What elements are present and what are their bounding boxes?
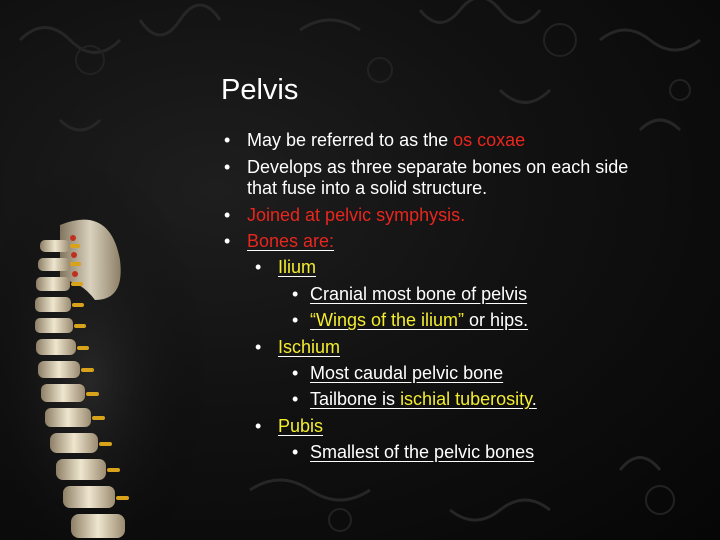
wings-of-ilium-term: “Wings of the ilium”: [310, 310, 465, 330]
bullet-dot: •: [292, 442, 299, 462]
bullet-os-coxae: [247, 129, 525, 151]
bullet-dot: •: [292, 284, 299, 304]
ischium-detail-2-post: .: [531, 389, 537, 409]
bullet-develops-line2: that fuse into a solid structure.: [247, 178, 488, 198]
os-coxae-term: os coxae: [453, 130, 526, 150]
ilium-detail-2: [310, 309, 528, 331]
bullet-develops-line1: Develops as three separate bones on each side: [247, 157, 629, 177]
bullet-text: May be referred to as the: [247, 130, 454, 150]
ischium-detail-1: Most caudal pelvic bone: [310, 363, 504, 383]
bullet-dot: •: [255, 416, 262, 436]
ischium-detail-2: [310, 388, 537, 410]
ischium-label: Ischium: [278, 337, 341, 357]
bullet-dot: •: [292, 310, 299, 330]
bullet-dot: •: [255, 257, 262, 277]
pubis-detail-1: Smallest of the pelvic bones: [310, 442, 535, 462]
ilium-detail-1: Cranial most bone of pelvis: [310, 284, 528, 304]
ilium-label: Ilium: [278, 257, 317, 277]
bullet-dot: •: [224, 130, 231, 150]
bullet-dot: •: [292, 363, 299, 383]
bullet-dot: •: [224, 205, 231, 225]
bullet-bones-are: Bones are:: [247, 231, 335, 251]
bullet-pelvic-symphysis: Joined at pelvic symphysis.: [247, 205, 466, 225]
bullet-dot: •: [224, 157, 231, 177]
bullet-dot: •: [292, 389, 299, 409]
bullet-dot: •: [255, 337, 262, 357]
slide-title: Pelvis: [221, 74, 299, 106]
pubis-label: Pubis: [278, 416, 324, 436]
bullet-dot: •: [224, 231, 231, 251]
ischial-tuberosity-term: ischial tuberosity: [400, 389, 532, 409]
ischium-detail-2-pre: Tailbone is: [310, 389, 401, 409]
ilium-detail-2-rest: or hips.: [464, 310, 529, 330]
